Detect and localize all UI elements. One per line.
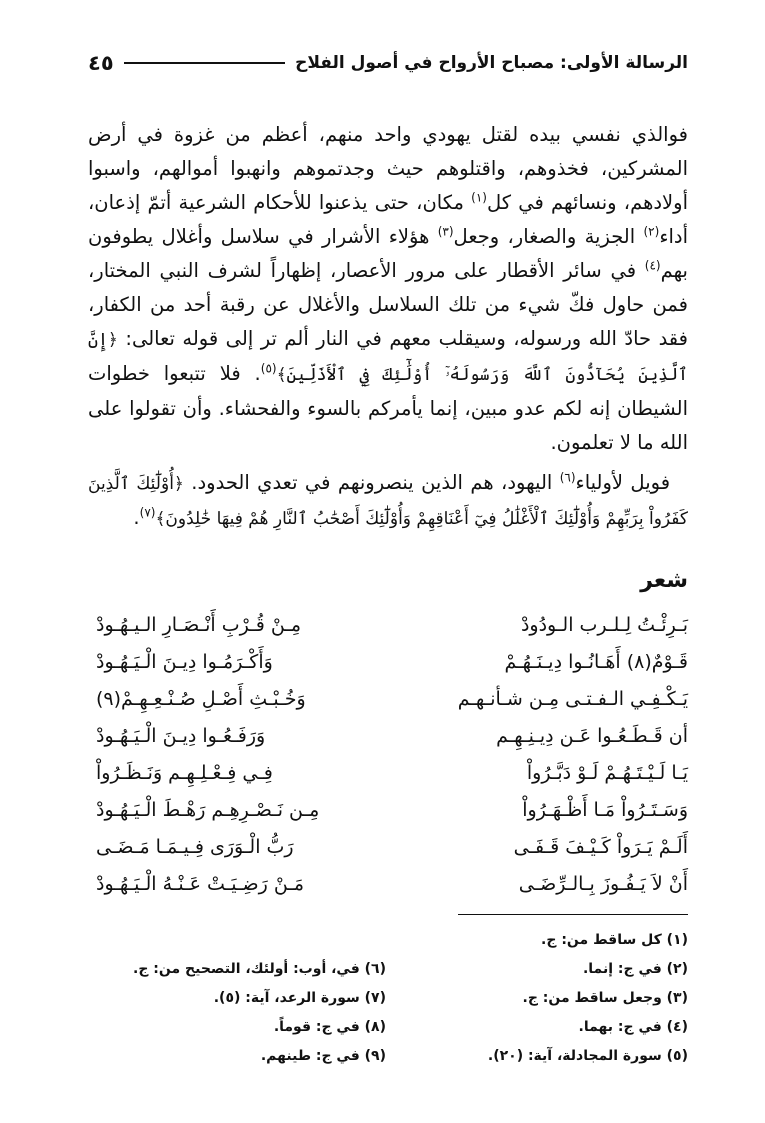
footnotes-column-right bbox=[398, 926, 688, 1071]
poem-hemistich-second: وَأَكْـرَمُـوا دِيـنَ الْـيَـهُـودْ bbox=[96, 650, 273, 673]
poem-hemistich-first: بَـرِئْـتُ لِـلـرب الـودُودْ bbox=[520, 613, 688, 636]
footnote: (٧) سورة الرعد، آية: (٥). bbox=[213, 990, 386, 1006]
poem-verse bbox=[96, 828, 688, 865]
text-run: . فلا تتبعوا خطوات الشيطان إنه لكم عدو مبين، إنما يأمركم بالسوء والفحشاء. وأن تقولوا على الله ما لا تعلمون. bbox=[88, 362, 688, 454]
poem-verse bbox=[96, 865, 688, 902]
footnote: (٦) في، أوب: أولئك، التصحيح من: ج. bbox=[133, 961, 386, 977]
footnote: (٨) في ج: قوماً. bbox=[273, 1019, 386, 1035]
poem-verse bbox=[96, 717, 688, 754]
poem-verse bbox=[96, 606, 688, 643]
running-header bbox=[88, 46, 688, 80]
text-run: الجزية والصغار، وجعل bbox=[453, 225, 644, 248]
text-run: . bbox=[133, 506, 140, 529]
footnote: (٥) سورة المجادلة، آية: (٢٠). bbox=[487, 1048, 688, 1064]
poem-hemistich-second: وَخُـبْـثِ أَصْـلِ صُـنْـعِـهِـمْ(٩) bbox=[96, 687, 306, 710]
poem-verse bbox=[96, 680, 688, 717]
poem-hemistich-second: فِـي فِـعْـلِـهِـم وَنَـظَـرُواْ bbox=[96, 761, 273, 784]
footnotes bbox=[96, 926, 688, 1071]
text-run: في سائر الأقطار على مرور الأعصار، إظهاراً لشرف النبي المختار، فمن حاول فكّ شيء من تلك السلاسل والأغلال عن رقبة أحد من الكفار، فقد حادّ الله ورسوله، وسيقلب معهم في النار ألم تر إلى قوله تعالى: bbox=[88, 259, 688, 350]
header-title: الرسالة الأولى: مصباح الأرواح في أصول الفلاح bbox=[295, 53, 688, 73]
footnote-ref-3: (٣) bbox=[437, 224, 454, 239]
footnote-ref-5: (٥) bbox=[260, 361, 277, 376]
paragraph-1 bbox=[88, 118, 688, 460]
poem-hemistich-first: أَلَـمْ يَـرَواْ كَـيْـفَ قَـفَـى bbox=[513, 835, 688, 858]
poem-hemistich-second: مِـن نَـصْـرِهِـم رَهْـطَ الْـيَـهُـودْ bbox=[96, 798, 320, 821]
paragraph-2 bbox=[88, 466, 688, 536]
poem-hemistich-first: أن قَـطَـعُـوا عَـن دِيـنِـهِـم bbox=[496, 724, 688, 747]
header-rule bbox=[124, 62, 285, 64]
poem-hemistich-second: رَبُّ الْـوَرَى فِـيـمَـا مَـضَـى bbox=[96, 835, 294, 858]
footnote-ref-2: (٢) bbox=[643, 224, 660, 239]
poem-hemistich-first: قَـوْمٌ(٨) أَهَـانُـوا دِيـنَـهُـمْ bbox=[504, 650, 688, 673]
text-run: مكان، حتى يذعنوا للأحكام الشرعية أتمّ إذعان، أداء bbox=[88, 191, 689, 248]
poem-verse bbox=[96, 643, 688, 680]
text-run: هؤلاء الأشرار في سلاسل وأغلال يطوفون بهم bbox=[88, 225, 688, 282]
footnote-separator bbox=[458, 914, 688, 915]
footnote: (٢) في ج: إنما. bbox=[582, 961, 688, 977]
footnote: (١) كل ساقط من: ج. bbox=[541, 932, 688, 948]
footnotes-column-left bbox=[96, 926, 386, 1071]
poem-hemistich-first: أَنْ لاَ يَـفُـوزَ بِـالـرِّضَـى bbox=[518, 872, 688, 895]
footnote-ref-7: (٧) bbox=[139, 505, 156, 520]
poem-hemistich-second: مِـنْ قُـرْبِ أَنْـصَـارِ الـيـهُـودْ bbox=[96, 613, 302, 636]
footnote-ref-6: (٦) bbox=[559, 470, 576, 485]
poem-hemistich-first: يَـا لَـيْـتَـهُـمْ لَـوْ دَبَّـرُواْ bbox=[526, 761, 688, 784]
quran-verse-2: ﴿أُوْلَٰٓئِكَ ٱلَّذِينَ كَفَرُواْ بِرَبِّهِمْ وَأُوْلَٰٓئِكَ ٱلْأَغْلَٰلُ فِيٓ أَعْنَاقِهِمْ وَأُوْلَٰٓئِكَ أَصْحَٰبُ ٱلنَّارِ هُمْ فِيهَا خَٰلِدُونَ﴾ bbox=[88, 474, 688, 529]
footnote: (٤) في ج: بهما. bbox=[578, 1019, 688, 1035]
text-run: اليهود، هم الذين ينصرونهم في تعدي الحدود. bbox=[183, 471, 560, 494]
poem-hemistich-second: وَرَفَـعُـوا دِيـنَ الْـيَـهُـودْ bbox=[96, 724, 266, 747]
poem-hemistich-first: وَسَـتَـرُواْ مَـا أَظْـهَـرُواْ bbox=[522, 798, 688, 821]
poem-title: شعر bbox=[640, 568, 688, 593]
poem-hemistich-second: مَـنْ رَضِـيَـتْ عَـنْـهُ الْـيَـهُـودْ bbox=[96, 872, 305, 895]
footnote-ref-1: (١) bbox=[471, 190, 487, 205]
poem-verse bbox=[96, 754, 688, 791]
poem-verse bbox=[96, 791, 688, 828]
poem bbox=[96, 606, 688, 902]
footnote-ref-4: (٤) bbox=[644, 258, 661, 273]
footnote: (٣) وجعل ساقط من: ج. bbox=[522, 990, 688, 1006]
page-number: ٤٥ bbox=[88, 51, 114, 75]
quran-verse-1: ﴿إِنَّ ٱلَّذِينَ يُحَآدُّونَ ٱللَّهَ وَرَسُولَهُۥٓ أُوْلَٰٓئِكَ فِي ٱلْأَذَلِّينَ﴾ bbox=[88, 330, 688, 385]
main-text bbox=[88, 118, 688, 536]
footnote: (٩) في ج: طينهم. bbox=[260, 1048, 386, 1064]
text-run: فوالذي نفسي بيده لقتل يهودي واحد منهم، أعظم من غزوة في أرض المشركين، فخذوهم، واقتلوهم حيث وجدتموهم وانهبوا أموالهم، واسبوا أولادهم، ونسائهم في كل bbox=[88, 123, 688, 214]
text-run: فويل لأولياء bbox=[575, 471, 671, 494]
poem-hemistich-first: يَـكْـفِـي الـفـتـى مِـن شـأنـهـم bbox=[457, 687, 688, 710]
